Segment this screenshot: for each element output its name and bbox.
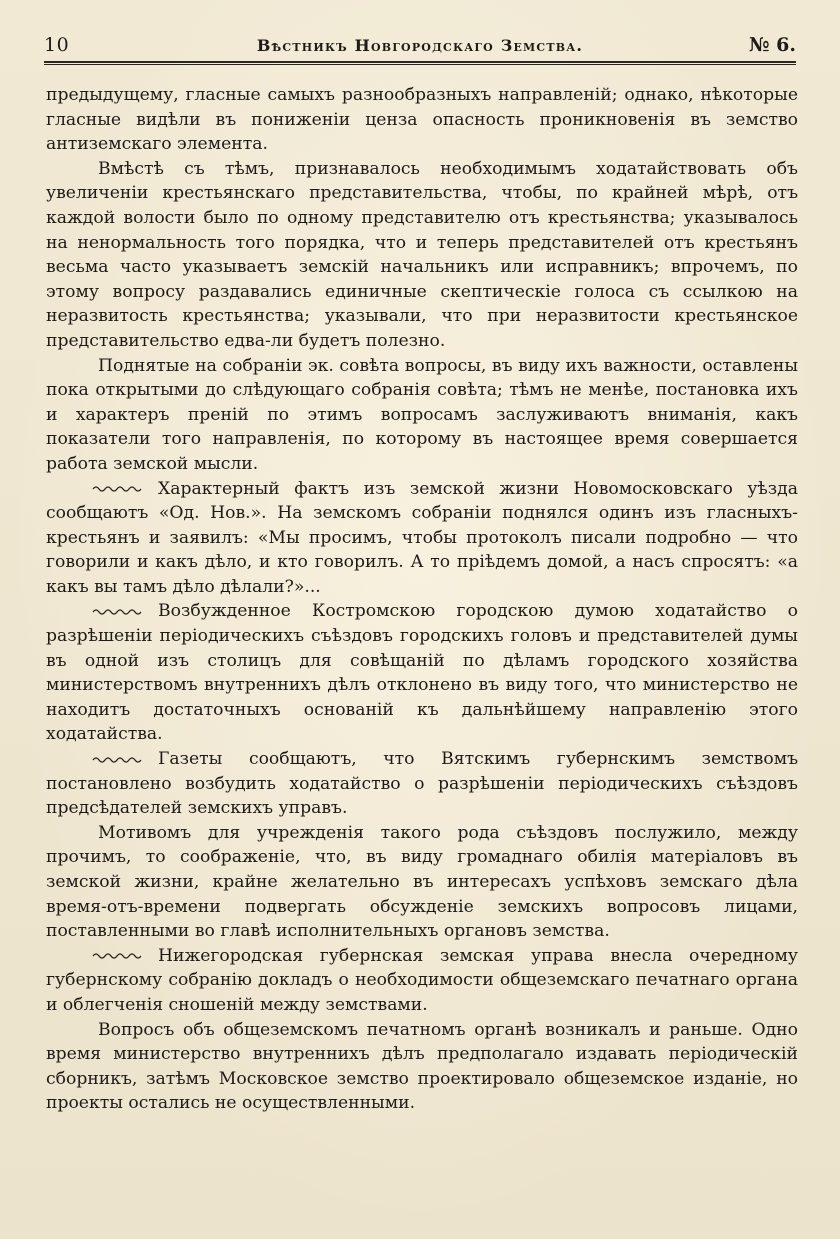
header-rule-thin	[44, 64, 796, 65]
paragraph-9: Вопросъ объ общеземскомъ печатномъ органѣ возникалъ и раньше. Одно время министерство внутреннихъ дѣлъ предполагало издавать періодическій сборникъ, затѣмъ Московское земство проектировало общеземское изданіе, но проекты остались не осуществленными.	[46, 1019, 798, 1114]
news-item-vyatka	[46, 747, 798, 821]
page-number: 10	[44, 34, 70, 56]
paragraph-7: Мотивомъ для учрежденія такого рода съѣздовъ послужило, между прочимъ, то соображеніе, что, въ виду громаднаго обилія матеріаловъ въ земской жизни, крайне желательно въ интересахъ успѣховъ земскаго дѣла время-отъ-времени подвергать обсужденіе земскихъ вопросовъ лицами, поставленными во главѣ исполнительныхъ органовъ земства.	[46, 822, 798, 942]
paragraph-6: Газеты сообщаютъ, что Вятскимъ губернскимъ земствомъ постановлено возбудить ходатайство о разрѣшеніи періодическихъ съѣздовъ предсѣдателей земскихъ управъ.	[46, 749, 798, 819]
paragraph-3: Поднятые на собраніи эк. совѣта вопросы, въ виду ихъ важности, оставлены пока открытыми до слѣдующаго собранія совѣта; тѣмъ не менѣе, постановка ихъ и характеръ преній по этимъ вопросамъ заслуживаютъ вниманія, какъ показатели того направленія, по которому въ настоящее время совершается работа земской мысли.	[46, 355, 798, 474]
news-item-nizhny	[46, 944, 798, 1018]
paragraph-5: Возбужденное Костромскою городскою думою ходатайство о разрѣшеніи періодическихъ съѣздовъ городскихъ головъ и представителей думы въ одной изъ столицъ для совѣщаній по дѣламъ городского хозяйства министерствомъ внутреннихъ дѣлъ отклонено въ виду того, что министерство не находитъ достаточныхъ основаній къ дальнѣйшему направленію этого ходатайства.	[46, 601, 798, 745]
wave-separator-icon	[92, 484, 144, 494]
paragraph-2: Вмѣстѣ съ тѣмъ, признавалось необходимымъ ходатайствовать объ увеличеніи крестьянскаго представительства, чтобы, по крайней мѣрѣ, отъ каждой волости было по одному представителю отъ крестьянства; указывалось на ненормальность того порядка, что и теперь представителей отъ крестьянъ весьма часто указываетъ земскій начальникъ или исправникъ; впрочемъ, по этому вопросу раздавались единичные скептическіе голоса съ ссылкою на неразвитость крестьянства; указывали, что при неразвитости крестьянское представительство едва-ли будетъ полезно.	[46, 158, 798, 351]
running-title: Вѣстникъ Новгородскаго Земства.	[256, 36, 584, 55]
header-rule	[44, 61, 796, 63]
article-body	[46, 83, 798, 1116]
wave-separator-icon	[92, 951, 144, 961]
paragraph-1: предыдущему, гласные самыхъ разнообразныхъ направленій; однако, нѣкоторые гласные видѣли въ пониженіи ценза опасность проникновенія въ земство антиземскаго элемента.	[46, 85, 798, 155]
page-header	[44, 30, 796, 60]
wave-separator-icon	[92, 755, 144, 765]
news-item-novomoskovsk	[46, 477, 798, 600]
issue-number: № 6.	[748, 34, 796, 56]
paragraph-4: Характерный фактъ изъ земской жизни Новомосковскаго уѣзда сообщаютъ «Од. Нов.». На земскомъ собраніи поднялся одинъ изъ гласныхъ-крестьянъ и заявилъ: «Мы просимъ, чтобы протоколъ писали подробно — что говорили и какъ дѣло, и кто говорилъ. А то пріѣдемъ домой, а насъ спросятъ: «а какъ вы тамъ дѣло дѣлали?»...	[46, 478, 798, 597]
news-item-kostroma	[46, 599, 798, 747]
paragraph-8: Нижегородская губернская земская управа внесла очередному губернскому собранію докладъ о необходимости общеземскаго печатнаго органа и облегченія сношеній между земствами.	[46, 945, 798, 1015]
wave-separator-icon	[92, 607, 144, 617]
